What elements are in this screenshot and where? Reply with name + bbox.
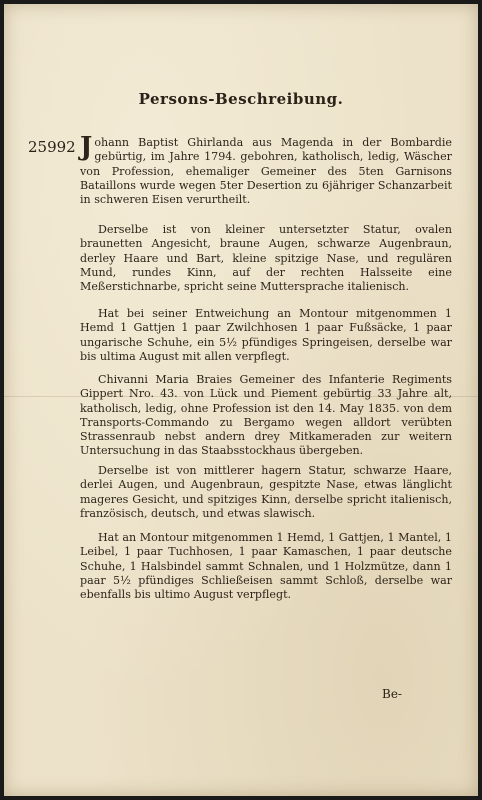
catchword: Be- <box>382 687 402 701</box>
paragraph-5: Derselbe ist von mittlerer hagern Statur, schwarze Haare, derlei Augen, und Augenbraun, gespitzte Nase, etwas länglicht mageres Gesicht, und spitziges Kinn, derselbe spricht italienisch, französisch, deutsch, und etwas slawisch. <box>80 464 452 520</box>
paragraph-1: Johann Baptist Ghirlanda aus Magenda in der Bombardie gebürtig, im Jahre 1794. gebohren, katholisch, ledig, Wäscher von Profession, ehemaliger Gemeiner des 5ten Garnisons Bataillons wurde wegen 5ter Desertion zu 6jähriger Schanzarbeit in schweren Eisen verurtheilt. <box>80 132 452 207</box>
paragraph-3: Hat bei seiner Entweichung an Montour mitgenommen 1 Hemd 1 Gattjen 1 paar Zwilchhosen 1 paar Fußsäcke, 1 paar ungarische Schuhe, ein 5½ pfündiges Springeisen, derselbe war bis ultima August mit allen verpflegt. <box>80 307 452 363</box>
paragraph-6: Hat an Montour mitgenommen 1 Hemd, 1 Gattjen, 1 Mantel, 1 Leibel, 1 paar Tuchhosen, 1 paar Kamaschen, 1 paar deutsche Schuhe, 1 Halsbindel sammt Schnalen, und 1 Holzmütze, dann 1 paar 5½ pfündiges Schließeisen sammt Schloß, derselbe war ebenfalls bis ultimo August verpflegt. <box>80 531 452 602</box>
document-page <box>4 4 478 796</box>
paragraph-4: Chivanni Maria Braies Gemeiner des Infanterie Regiments Gippert Nro. 43. von Lück und Piement gebürtig 33 Jahre alt, katholisch, ledig, ohne Profession ist den 14. May 1835. von dem Transports-Commando zu Bergamo wegen alldort verübten Strassenraub nebst andern drey Mitkameraden zur weitern Untersuchung in das Staabsstockhaus übergeben. <box>80 373 452 458</box>
document-heading: Persons-Beschreibung. <box>138 90 344 108</box>
record-number: 25992 <box>28 138 76 156</box>
paragraph-2: Derselbe ist von kleiner untersetzter Statur, ovalen braunetten Angesicht, braune Augen, schwarze Augenbraun, derley Haare und Bart, kleine spitzige Nase, und regulären Mund, rundes Kinn, auf der rechten Halsseite eine Meßerstichnarbe, spricht seine Muttersprache italienisch. <box>80 223 452 294</box>
